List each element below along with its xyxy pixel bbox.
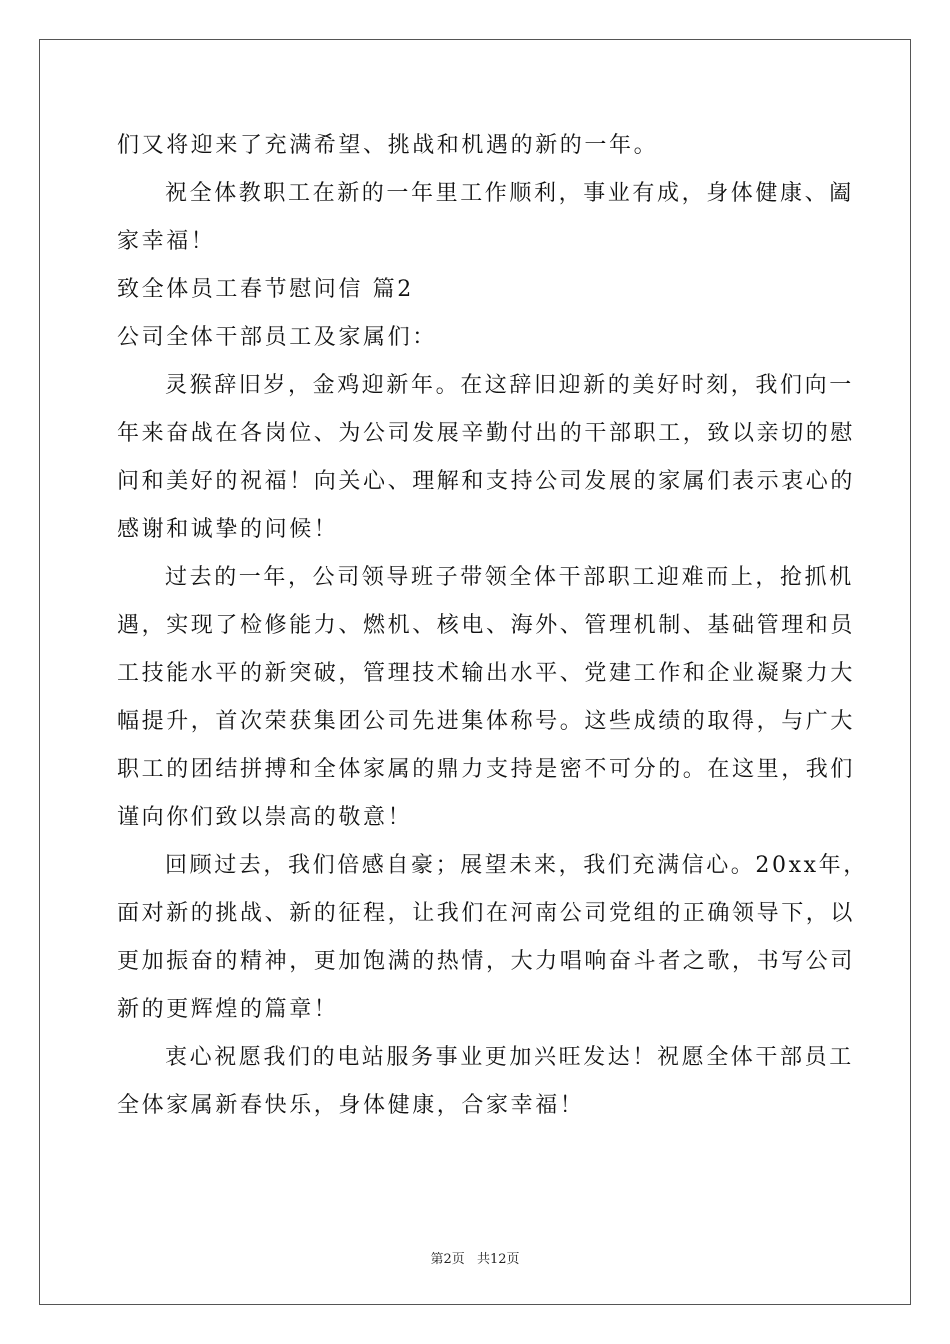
text-line: 年来奋战在各岗位、为公司发展辛勤付出的干部职工，致以亲切的慰	[117, 421, 856, 446]
page-number: 第2页	[430, 1252, 465, 1267]
text-line: 问和美好的祝福！向关心、理解和支持公司发展的家属们表示衷心的	[117, 469, 856, 494]
text-line: 回顾过去，我们倍感自豪；展望未来，我们充满信心。20xx年，	[165, 853, 868, 878]
text-line: 们又将迎来了充满希望、挑战和机遇的新的一年。	[117, 133, 659, 158]
text-line: 全体家属新春快乐，身体健康，合家幸福！	[117, 1093, 585, 1118]
page-footer	[0, 1248, 950, 1267]
text-line: 幅提升，首次荣获集团公司先进集体称号。这些成绩的取得，与广大	[117, 709, 856, 734]
section-heading: 致全体员工春节慰问信 篇2	[117, 277, 414, 302]
text-line: 遇，实现了检修能力、燃机、核电、海外、管理机制、基础管理和员	[117, 613, 856, 638]
document-body	[117, 122, 868, 1130]
text-line: 谨向你们致以崇高的敬意！	[117, 805, 413, 830]
text-line: 祝全体教职工在新的一年里工作顺利，事业有成，身体健康、阖	[165, 181, 854, 206]
salutation: 公司全体干部员工及家属们：	[117, 325, 437, 350]
page-total: 共12页	[476, 1252, 520, 1267]
text-line: 新的更辉煌的篇章！	[117, 997, 339, 1022]
text-line: 感谢和诚挚的问候！	[117, 517, 339, 542]
text-line: 灵猴辞旧岁，金鸡迎新年。在这辞旧迎新的美好时刻，我们向一	[165, 373, 854, 398]
text-line: 家幸福！	[117, 229, 216, 254]
text-line: 衷心祝愿我们的电站服务事业更加兴旺发达！祝愿全体干部员工	[165, 1045, 854, 1070]
text-line: 面对新的挑战、新的征程，让我们在河南公司党组的正确领导下，以	[117, 901, 856, 926]
text-line: 职工的团结拼搏和全体家属的鼎力支持是密不可分的。在这里，我们	[117, 757, 856, 782]
text-line: 更加振奋的精神，更加饱满的热情，大力唱响奋斗者之歌，书写公司	[117, 949, 856, 974]
text-line: 过去的一年，公司领导班子带领全体干部职工迎难而上，抢抓机	[165, 565, 854, 590]
text-line: 工技能水平的新突破，管理技术输出水平、党建工作和企业凝聚力大	[117, 661, 856, 686]
